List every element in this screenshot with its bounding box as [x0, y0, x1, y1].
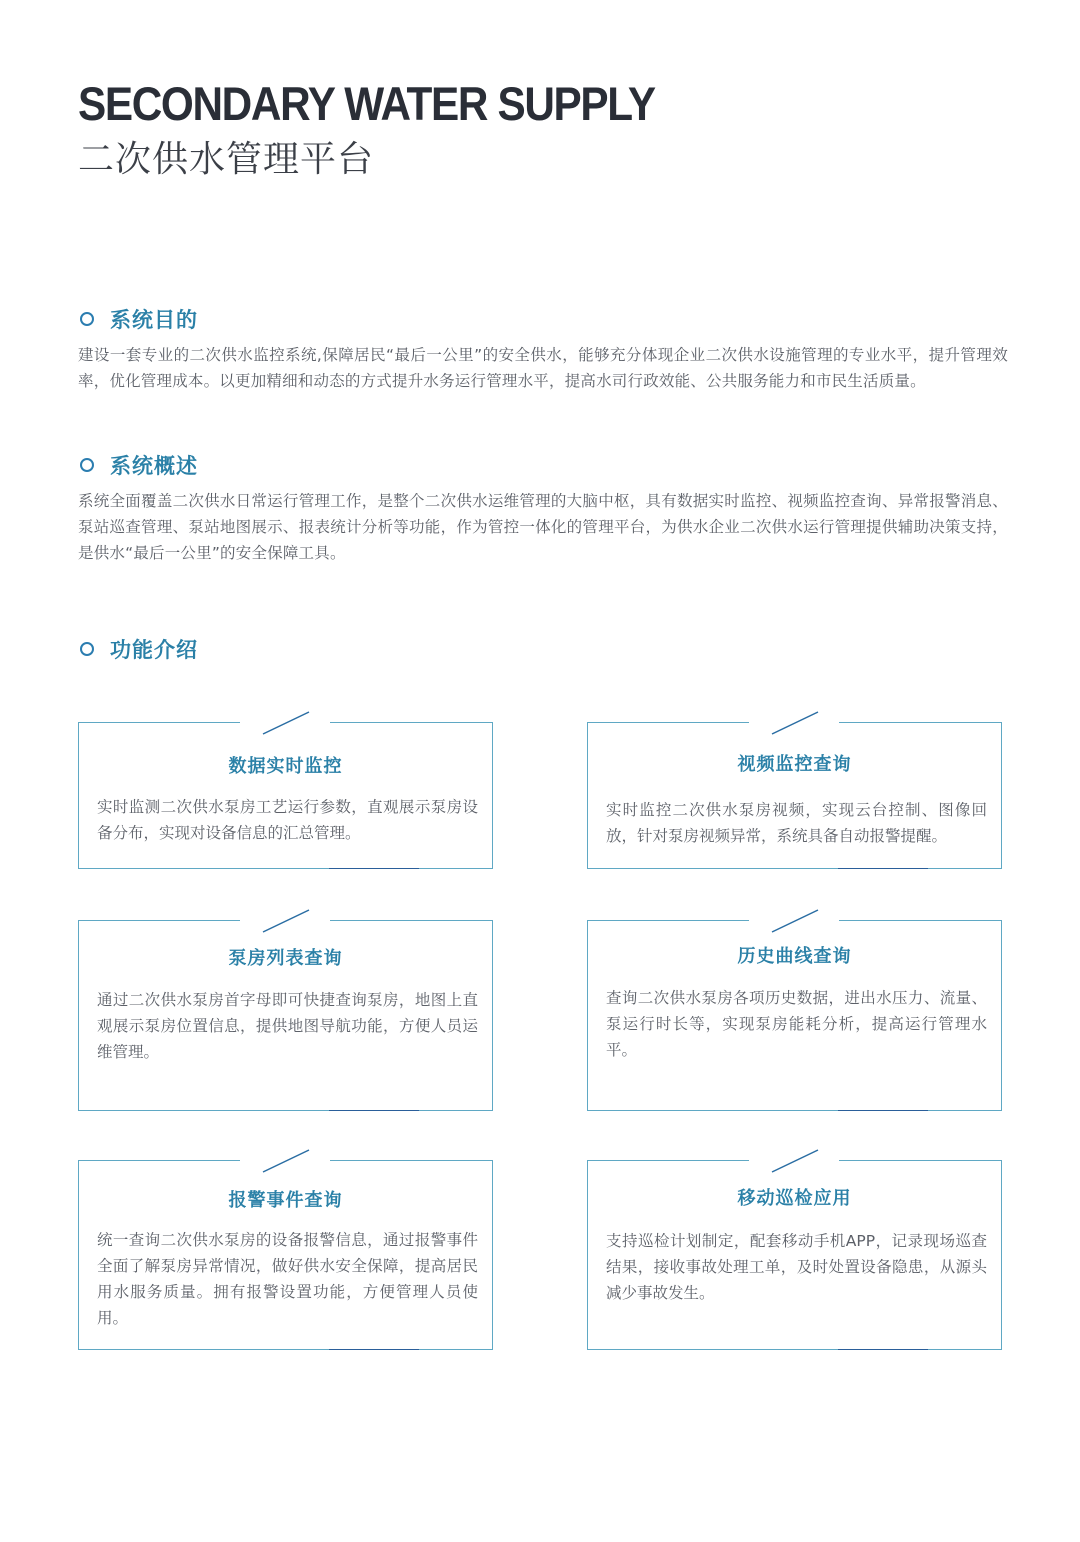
card-desc: 通过二次供水泵房首字母即可快捷查询泵房，地图上直观展示泵房位置信息，提供地图导航功能，方便人员运维管理。 [97, 991, 478, 1061]
feature-card-data-monitoring [78, 722, 493, 869]
section-overview [78, 450, 1008, 566]
section-title: 系统概述 [110, 454, 198, 478]
page-title-cn: 二次供水管理平台 [78, 139, 375, 180]
card-title: 泵房列表查询 [228, 948, 343, 969]
slash-decoration-icon [770, 710, 820, 736]
circle-bullet-icon [80, 312, 94, 326]
card-title: 报警事件查询 [228, 1190, 343, 1211]
section-features [78, 634, 1008, 664]
card-desc: 查询二次供水泵房各项历史数据，进出水压力、流量、泵运行时长等，实现泵房能耗分析，提高运行管理水平。 [606, 989, 987, 1059]
circle-bullet-icon [80, 458, 94, 472]
card-desc: 支持巡检计划制定，配套移动手机APP，记录现场巡查结果，接收事故处理工单，及时处置设备隐患，从源头减少事故发生。 [606, 1232, 987, 1302]
card-desc: 统一查询二次供水泵房的设备报警信息，通过报警事件全面了解泵房异常情况，做好供水安全保障，提高居民用水服务质量。拥有报警设置功能，方便管理人员使用。 [97, 1231, 478, 1327]
card-desc: 实时监控二次供水泵房视频，实现云台控制、图像回放，针对泵房视频异常，系统具备自动报警提醒。 [606, 801, 987, 845]
slash-decoration-icon [261, 908, 311, 934]
feature-card-alarm-events [78, 1160, 493, 1350]
section-body: 建设一套专业的二次供水监控系统,保障居民“最后一公里”的安全供水，能够充分体现企业二次供水设施管理的专业水平，提升管理效率，优化管理成本。以更加精细和动态的方式提升水务运行管理水平，提高水司行政效能、公共服务能力和市民生活质量。 [78, 346, 1008, 390]
feature-card-pump-list [78, 920, 493, 1111]
circle-bullet-icon [80, 642, 94, 656]
feature-card-mobile-inspection [587, 1160, 1002, 1350]
section-purpose [78, 304, 1008, 394]
page-title-en: SECONDARY WATER SUPPLY [78, 77, 655, 130]
card-title: 数据实时监控 [228, 756, 343, 777]
section-body: 系统全面覆盖二次供水日常运行管理工作，是整个二次供水运维管理的大脑中枢，具有数据实时监控、视频监控查询、异常报警消息、泵站巡查管理、泵站地图展示、报表统计分析等功能，作为管控一体化的管理平台，为供水企业二次供水运行管理提供辅助决策支持，是供水“最后一公里”的安全保障工具。 [78, 492, 1008, 562]
card-title: 历史曲线查询 [737, 946, 852, 967]
slash-decoration-icon [770, 908, 820, 934]
section-title: 系统目的 [110, 308, 198, 332]
feature-card-video-monitoring [587, 722, 1002, 869]
feature-card-history-curve [587, 920, 1002, 1111]
section-title: 功能介绍 [110, 638, 198, 662]
card-desc: 实时监测二次供水泵房工艺运行参数，直观展示泵房设备分布，实现对设备信息的汇总管理。 [97, 798, 478, 842]
slash-decoration-icon [261, 1148, 311, 1174]
card-title: 移动巡检应用 [737, 1188, 852, 1209]
slash-decoration-icon [770, 1148, 820, 1174]
card-title: 视频监控查询 [737, 754, 852, 775]
slash-decoration-icon [261, 710, 311, 736]
